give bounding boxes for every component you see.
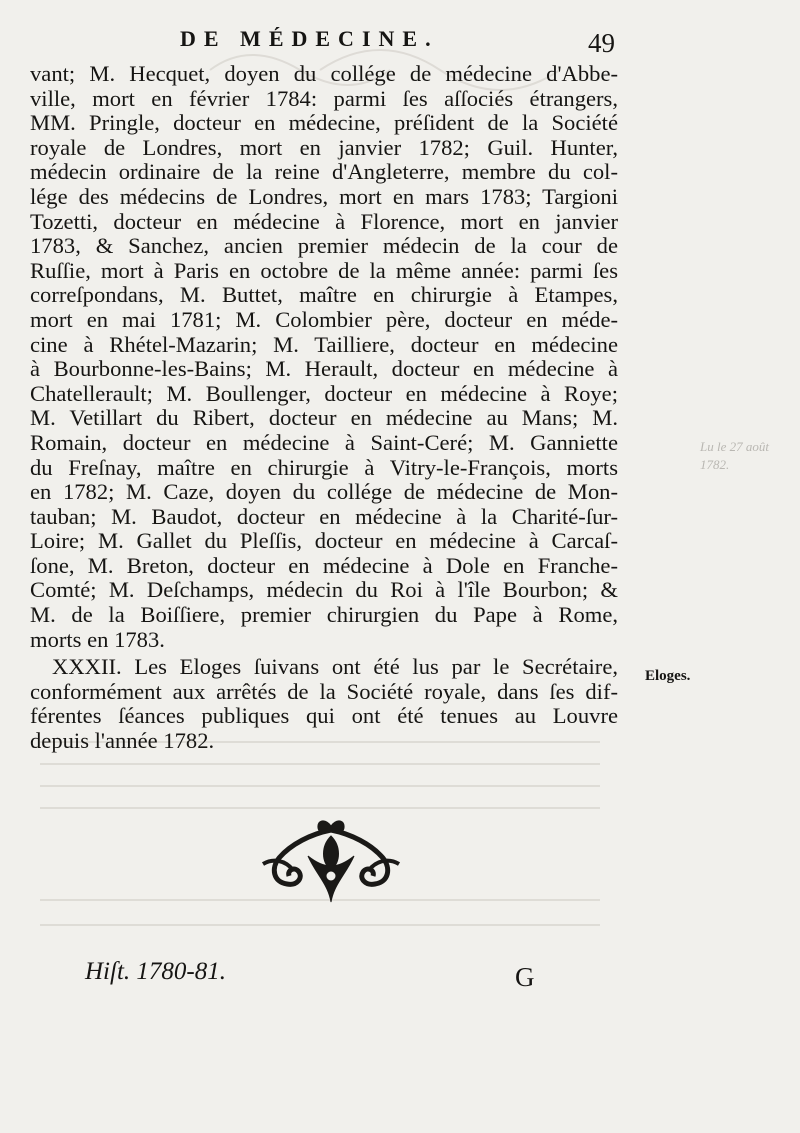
text-line: en 1782; M. Caze, doyen du collége de médecine de Mon- [30,480,618,505]
text-line: vant; M. Hecquet, doyen du collége de médecine d'Abbe- [30,62,618,86]
signature-mark-hist: Hiſt. 1780-81. [85,958,226,985]
marginal-label-eloges: Eloges. [645,668,691,684]
text-line: férentes ſéances publiques qui ont été tenues au Louvre [30,704,618,729]
text-line: MM. Pringle, docteur en médecine, préſident de la Société [30,111,618,136]
fleuron-ornament [258,816,404,906]
running-head: DE MÉDECINE. [180,26,439,51]
margin-notes [640,0,790,1133]
text-line: correſpondans, M. Buttet, maître en chirurgie à Etampes, [30,283,618,308]
text-line: XXXII. Les Eloges ſuivans ont été lus par le Secrétaire, [52,655,618,680]
text-line: Chatellerault; M. Boullenger, docteur en médecine à Roye; [30,381,618,406]
faint-note-line: 1782. [700,457,730,472]
signature-letter: G [515,962,535,992]
text-line: ſone, M. Breton, docteur en médecine à Dole en Franche- [30,553,618,578]
text-line: 1783, & Sanchez, ancien premier médecin de la cour de [30,234,618,259]
text-line: Romain, docteur en médecine à Saint-Ceré; M. Ganniette [30,430,618,455]
text-line: depuis l'année 1782. [30,729,215,754]
text-line: Ruſſie, mort à Paris en octobre de la même année: parmi ſes [30,258,618,283]
text-line: morts en 1783. [30,627,165,652]
text-line: M. Vetillart du Ribert, docteur en médecine au Mans; M. [30,406,618,431]
text-line: mort en mai 1781; M. Colombier père, docteur en méde- [30,307,618,332]
page-number: 49 [588,28,615,58]
text-line: cine à Rhétel-Mazarin; M. Tailliere, docteur en médecine [30,332,618,357]
text-line: Loire; M. Gallet du Pleſſis, docteur en médecine à Carcaſ- [30,529,618,554]
text-line: lége des médecins de Londres, mort en mars 1783; Targioni [30,184,618,209]
text-line: tauban; M. Baudot, docteur en médecine à la Charité-ſur- [30,504,618,529]
paragraph-eloges [30,655,618,753]
faint-note-line: Lu le 27 août [700,439,769,454]
text-line: royale de Londres, mort en janvier 1782; Guil. Hunter, [30,135,618,160]
text-line: à Bourbonne-les-Bains; M. Herault, docteur en médecine à [30,357,618,382]
text-line: ville, mort en février 1784: parmi ſes aſſociés étrangers, [30,86,618,111]
text-line: du Freſnay, maître en chirurgie à Vitry-le-François, morts [30,455,618,480]
text-line: M. de la Boiſſiere, premier chirurgien du Pape à Rome, [30,603,618,628]
text-line: Tozetti, docteur en médecine à Florence, mort en janvier [30,209,618,234]
text-line: conformément aux arrêtés de la Société royale, dans ſes dif- [30,679,618,704]
text-line: Comté; M. Deſchamps, médecin du Roi à l'île Bourbon; & [30,578,618,603]
text-line: médecin ordinaire de la reine d'Angleterre, membre du col- [30,160,618,185]
bleed-through-margin-note [700,438,769,474]
main-text-block [30,62,618,754]
